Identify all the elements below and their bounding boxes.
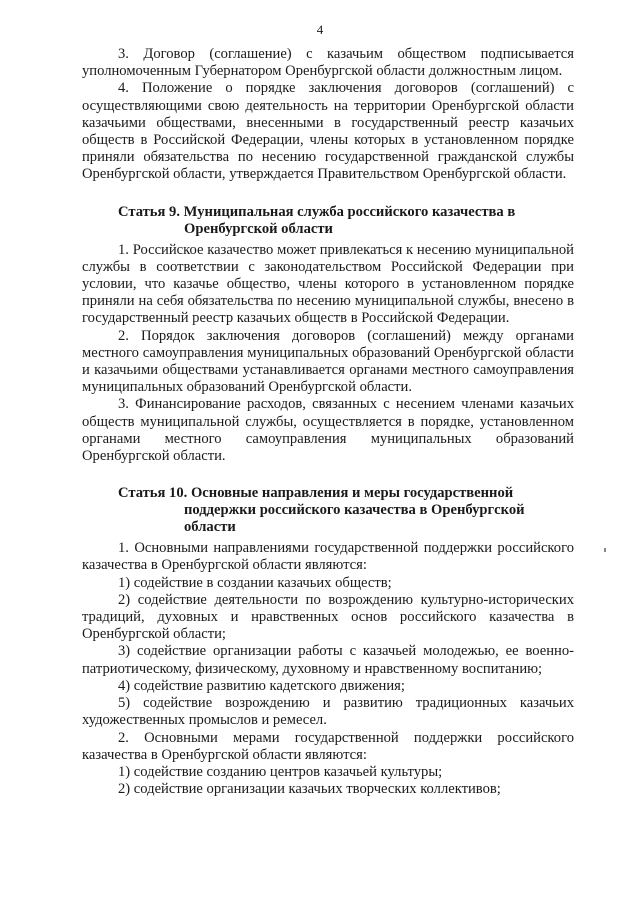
article-10-title-line1: Основные направления и меры государственной <box>190 485 514 502</box>
list-item-10-2-1: 1) содействие созданию центров казачьей культуры; <box>118 763 443 780</box>
list-item-10-1-2: 2) содействие деятельности по возрождению культурно-исторических традиций, духовных и нравственных основ российского казачества в Оренбургской области; <box>82 591 574 643</box>
list-item-10-2-2: 2) содействие организации казачьих творческих коллективов; <box>118 781 501 798</box>
article-9-title-line1: Муниципальная служба российского казачества в <box>183 203 516 220</box>
paragraph-8-3: 3. Договор (соглашение) с казачьим обществом подписывается уполномоченным Губернатором Оренбургской области должностным лицом. <box>82 46 574 80</box>
article-9-label: Статья 9. <box>118 203 180 220</box>
list-item-10-1-3: 3) содействие организации работы с казачьей молодежью, ее военно-патриотическому, физическому, духовному и нравственному воспитанию; <box>82 643 574 677</box>
paragraph-9-1: 1. Российское казачество может привлекаться к несению муниципальной службы в соответствии с законодательством Российской Федерации при условии, что казачье общество, члены которого в установленном порядке приняли на себя обязательства по несению муниципальной службы, внесено в государственный реестр казачьих обществ в Российской Федерации. <box>82 241 574 327</box>
paragraph-9-2: 2. Порядок заключения договоров (соглашений) между органами местного самоуправления муниципальных образований Оренбургской области и казачьими обществами устанавливается органами местного самоуправления муниципальных образований Оренбургской области. <box>82 327 574 396</box>
document-body <box>82 46 574 798</box>
article-10-title-line2: поддержки российского казачества в Оренбургской <box>184 502 525 519</box>
article-9-heading <box>82 204 574 238</box>
scan-speck <box>604 548 606 552</box>
list-item-10-1-5: 5) содействие возрождению и развитию традиционных казачьих художественных промыслов и ремесел. <box>82 695 574 729</box>
list-item-10-1-4: 4) содействие развитию кадетского движения; <box>118 677 405 694</box>
article-10-title-line3: области <box>184 519 236 536</box>
article-10-label: Статья 10. <box>118 485 188 502</box>
paragraph-10-2: 2. Основными мерами государственной поддержки российского казачества в Оренбургской области являются: <box>82 729 574 763</box>
paragraph-9-3: 3. Финансирование расходов, связанных с несением членами казачьих обществ муниципальной службы, осуществляется в порядке, установленном органами местного самоуправления муниципальных образований Оренбургской области. <box>82 396 574 465</box>
list-item-10-1-1: 1) содействие в создании казачьих обществ; <box>118 574 392 591</box>
article-10-heading <box>82 485 574 536</box>
page-number: 4 <box>316 22 324 37</box>
article-9-title-line2: Оренбургской области <box>184 220 333 237</box>
paragraph-10-1: 1. Основными направлениями государственной поддержки российского казачества в Оренбургской области являются: <box>82 540 574 574</box>
paragraph-8-4: 4. Положение о порядке заключения договоров (соглашений) с осуществляющими свою деятельность на территории Оренбургской области казачьими обществами, внесенными в государственный реестр казачьих обществ в Российской Федерации, члены которых в установленном порядке приняли обязательства по несению государственной гражданской службы Оренбургской области, утверждается Правительством Оренбургской области. <box>82 80 574 183</box>
